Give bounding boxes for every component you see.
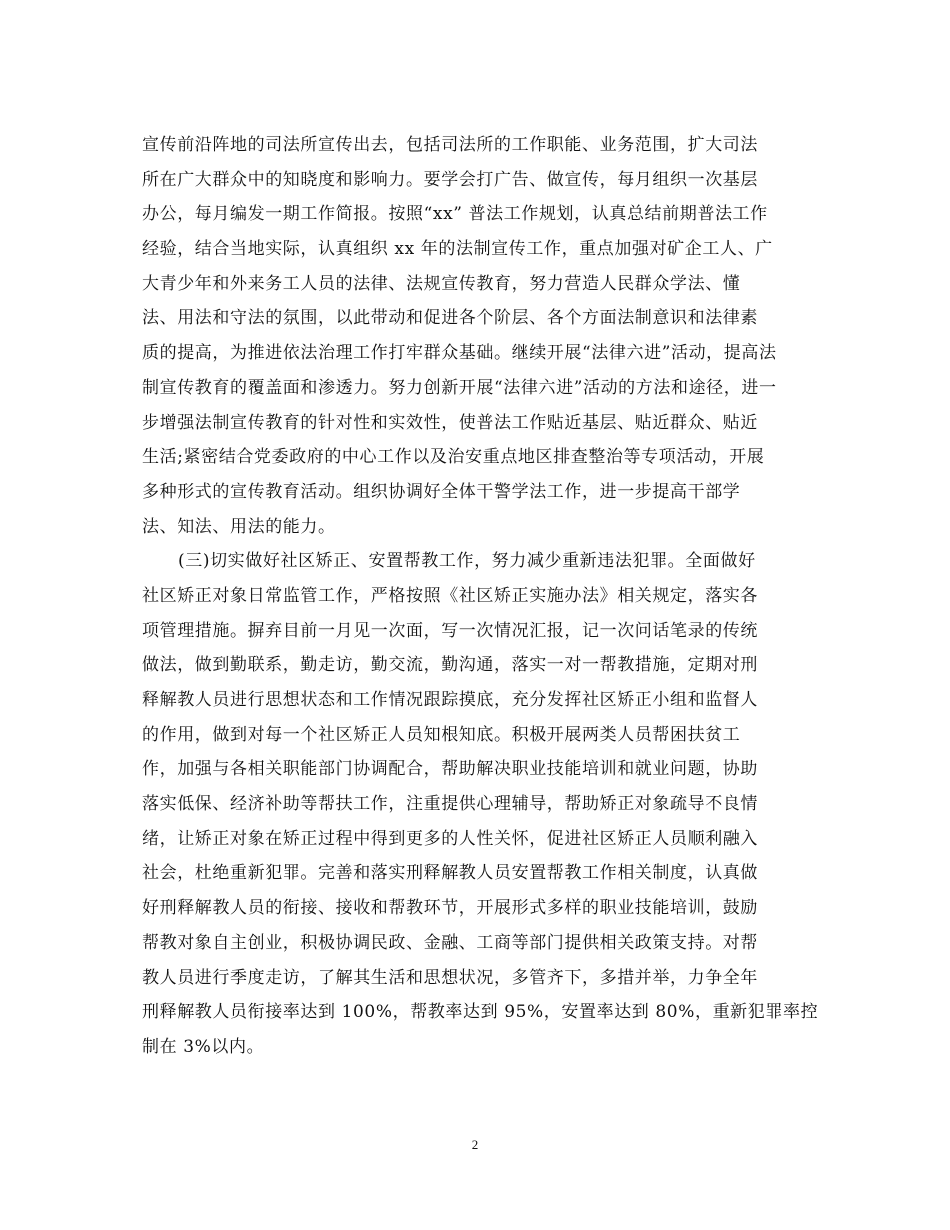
text-line: 大青少年和外来务工人员的法律、法规宣传教育，努力营造人民群众学法、懂 [142,273,741,294]
text-line: 所在广大群众中的知晓度和影响力。要学会打广告、做宣传，每月组织一次基层 [142,169,758,190]
text-line: 刑释解教人员衔接率达到 100%，帮教率达到 95%，安置率达到 80%，重新犯罪率控 [142,1002,819,1023]
text-line: 绪，让矫正对象在矫正过程中得到更多的人性关怀，促进社区矫正人员顺利融入 [142,828,758,849]
page-number: 2 [471,1137,479,1152]
document-body [142,128,819,1065]
text-line: 多种形式的宣传教育活动。组织协调好全体干警学法工作，进一步提高干部学 [142,481,741,502]
text-line: 帮教对象自主创业，积极协调民政、金融、工商等部门提供相关政策支持。对帮 [142,932,758,953]
text-line: 好刑释解教人员的衔接、接收和帮教环节，开展形式多样的职业技能培训，鼓励 [142,898,758,919]
text-line: 社区矫正对象日常监管工作，严格按照《社区矫正实施办法》相关规定，落实各 [142,585,758,606]
text-line: 做法，做到勤联系，勤走访，勤交流，勤沟通，落实一对一帮教措施，定期对刑 [142,655,758,676]
text-line: 质的提高，为推进依法治理工作打牢群众基础。继续开展“法律六进”活动，提高法 [142,343,777,364]
text-line: 办公，每月编发一期工作简报。按照“xx” 普法工作规划，认真总结前期普法工作 [142,204,768,225]
text-line: 制在 3%以内。 [142,1036,265,1057]
text-line: 经验，结合当地实际，认真组织 xx 年的法制宣传工作，重点加强对矿企工人、广 [142,239,773,260]
text-line: 作，加强与各相关职能部门协调配合，帮助解决职业技能培训和就业问题，协助 [142,759,758,780]
text-line: 步增强法制宣传教育的针对性和实效性，使普法工作贴近基层、贴近群众、贴近 [142,412,758,433]
text-line: 项管理措施。摒弃目前一月见一次面，写一次情况汇报，记一次问话笔录的传统 [142,620,758,641]
text-line: 社会，杜绝重新犯罪。完善和落实刑释解教人员安置帮教工作相关制度，认真做 [142,863,758,884]
text-line: 教人员进行季度走访，了解其生活和思想状况，多管齐下，多措并举，力争全年 [142,967,758,988]
text-line: 释解教人员进行思想状态和工作情况跟踪摸底，充分发挥社区矫正小组和监督人 [142,690,758,710]
text-line: 生活;紧密结合党委政府的中心工作以及治安重点地区排查整治等专项活动，开展 [142,447,765,468]
text-line: 法、用法和守法的氛围，以此带动和促进各个阶层、各个方面法制意识和法律素 [142,308,758,329]
text-line: 落实低保、经济补助等帮扶工作，注重提供心理辅导，帮助矫正对象疏导不良情 [142,794,758,815]
text-line: 法、知法、用法的能力。 [142,516,336,537]
text-line: 制宣传教育的覆盖面和渗透力。努力创新开展“法律六进”活动的方法和途径，进一 [142,377,777,398]
text-line: 的作用，做到对每一个社区矫正人员知根知底。积极开展两类人员帮困扶贫工 [142,724,741,745]
paragraph-start-line: (三)切实做好社区矫正、安置帮教工作，努力减少重新违法犯罪。全面做好 [178,551,756,572]
text-line: 宣传前沿阵地的司法所宣传出去，包括司法所的工作职能、业务范围，扩大司法 [142,135,758,155]
